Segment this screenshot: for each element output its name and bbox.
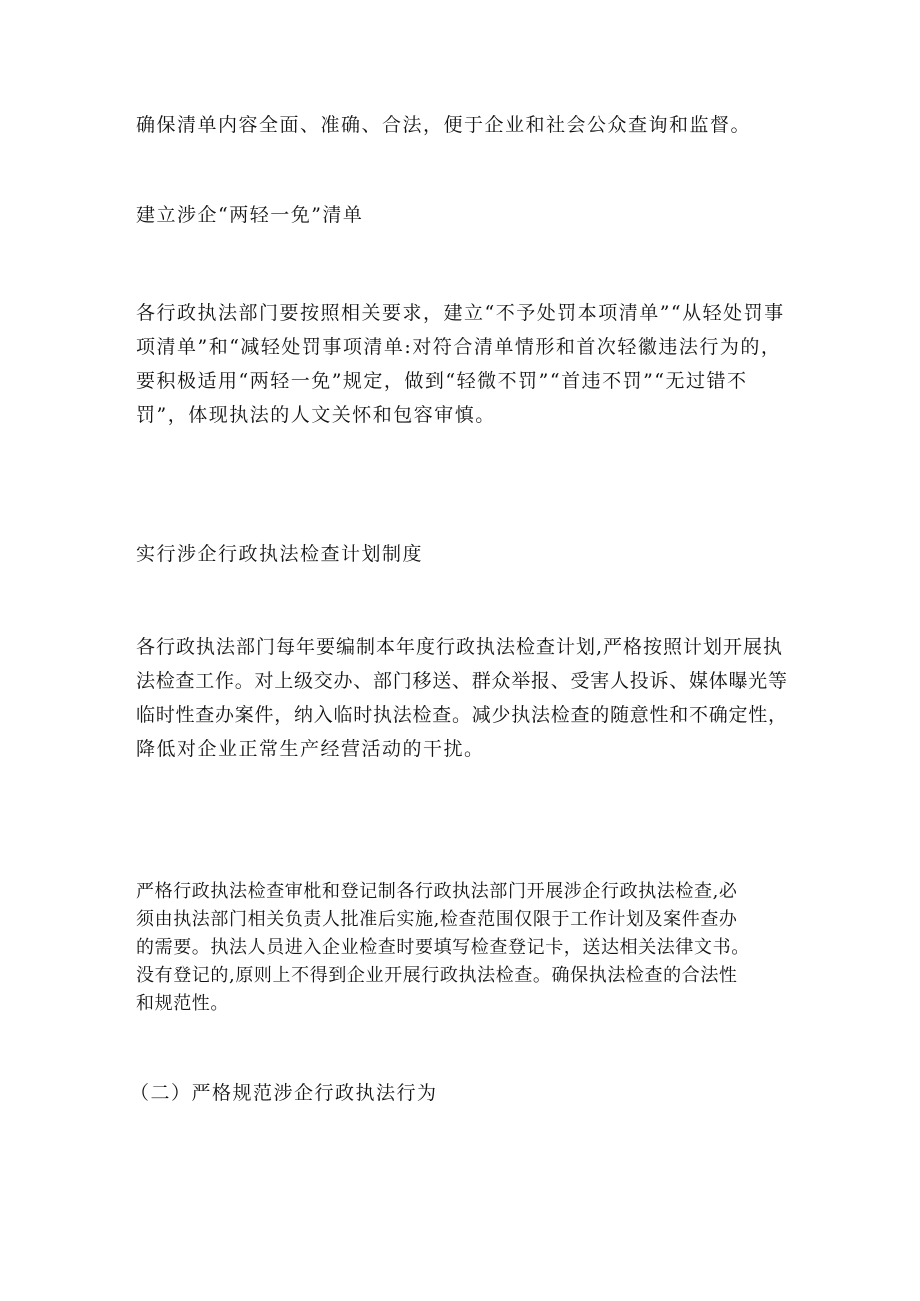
text-line: 严格行政执法检查审枇和登记制各行政执法部门开展涉企行政执法检查,必: [136, 881, 738, 902]
section-heading-inspection-plan: 实行涉企行政执法检查计划制度: [136, 543, 424, 565]
paragraph-3: [136, 630, 790, 766]
text-line: 降低对企业正常生产经营活动的干扰。: [136, 738, 485, 760]
text-line: 临时性查办案件，纳入临时执法检查。减少执法检查的随意性和不确定性，: [136, 704, 788, 726]
text-line: 没有登记的,原则上不得到企业开展行政执法检查。确保执法检查的合法性: [136, 965, 738, 986]
text-line: 的需要。执法人员进入企业检查时要填写检查登记卡，送达相关法律文书。: [136, 937, 750, 958]
text-line: 项清单”和“减轻处罚事项清单:对符合清单情形和首次轻徽违法行为的，: [136, 336, 782, 358]
text-line: 和规范性。: [136, 993, 229, 1014]
paragraph-2: [136, 296, 790, 432]
paragraph-4: [136, 878, 790, 1018]
text-line: 法检查工作。对上级交办、部门移送、群众举报、受害人投诉、媒体曝光等: [136, 670, 788, 692]
paragraph-1: [136, 108, 790, 142]
text-line: 确保清单内容全面、准确、合法，便于企业和社会公众查询和监督。: [136, 114, 752, 136]
section-heading-strictly-standardize: （二）严格规范涉企行政执法行为: [130, 1082, 438, 1104]
text-line: 罚”，体现执法的人文关怀和包容审慎。: [136, 404, 496, 426]
text-line: 各行政执法部门要按照相关要求，建立“不予处罚本项清单”“从轻处罚事: [136, 302, 785, 324]
text-line: 各行政执法部门每年要编制本年度行政执法检查计划,严格按照计划开展执: [136, 636, 784, 658]
text-line: 须由执法部门相关负责人批准后实施,检查范围仅限于工作计划及案件查办: [136, 909, 738, 930]
section-heading-two-light-one-exempt: 建立涉企“两轻一免”清单: [136, 204, 364, 226]
text-line: 要积极适用“两轻一免”规定，做到“轻微不罚”“首违不罚”“无过错不: [136, 370, 748, 392]
